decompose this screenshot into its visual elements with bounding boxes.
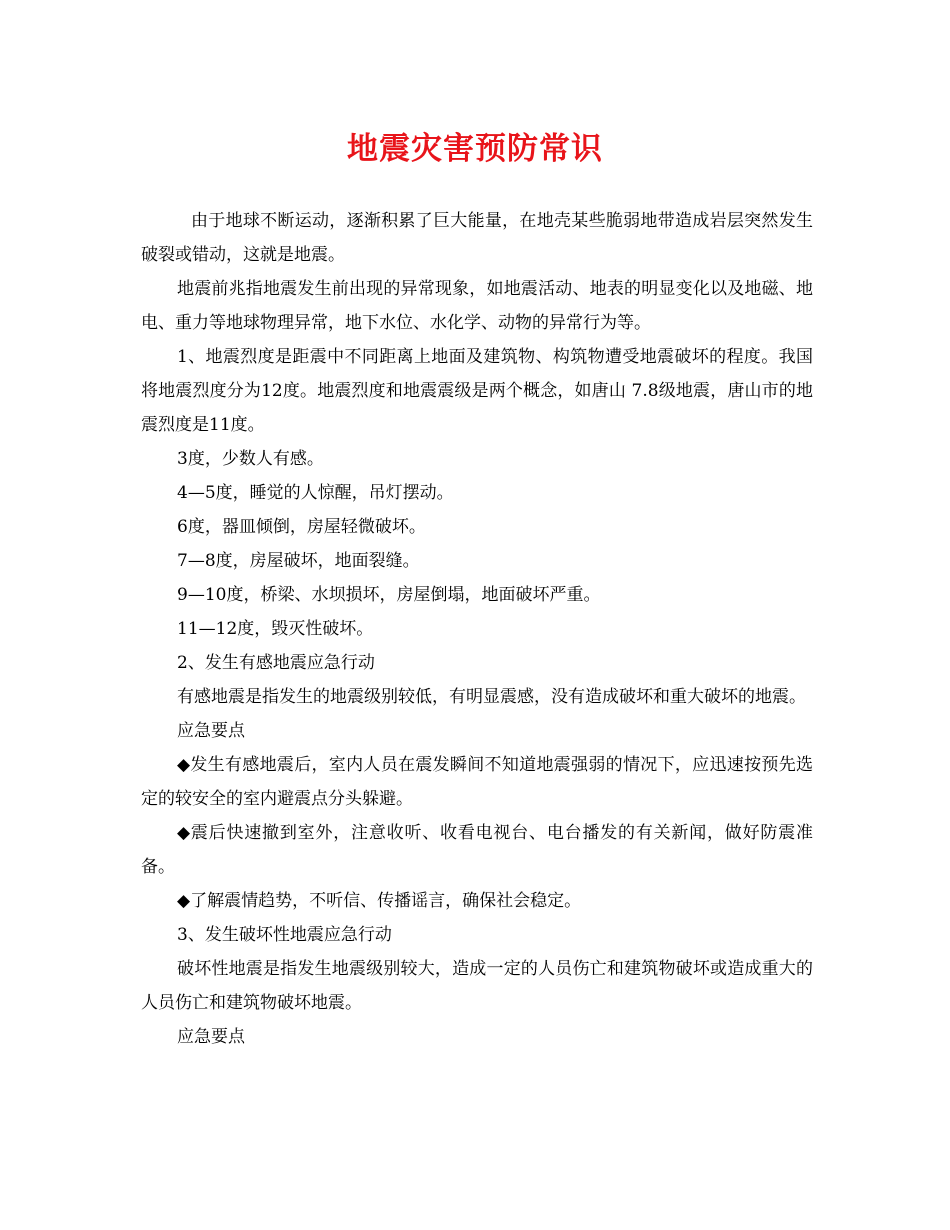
intensity-level-item: 11—12度，毁灭性破坏。 bbox=[177, 619, 374, 639]
paragraph-intro: 由于地球不断运动，逐渐积累了巨大能量，在地壳某些脆弱地带造成岩层突然发生破裂或错动，这就是地震。 bbox=[141, 211, 813, 265]
paragraph-intensity: 1、地震烈度是距震中不同距离上地面及建筑物、构筑物遭受地震破坏的程度。我国将地震烈度分为12度。地震烈度和地震震级是两个概念，如唐山 7.8级地震，唐山市的地震烈度是11度。 bbox=[141, 347, 813, 435]
section-heading: 2、发生有感地震应急行动 bbox=[177, 653, 375, 673]
intensity-level-item: 9—10度，桥梁、水坝损坏，房屋倒塌，地面破坏严重。 bbox=[177, 585, 601, 605]
document-body bbox=[141, 204, 813, 1054]
paragraph-precursors: 地震前兆指地震发生前出现的异常现象，如地震活动、地表的明显变化以及地磁、地电、重力等地球物理异常，地下水位、水化学、动物的异常行为等。 bbox=[141, 279, 813, 333]
paragraph-felt-quake: 有感地震是指发生的地震级别较低，有明显震感，没有造成破坏和重大破坏的地震。 bbox=[177, 687, 806, 707]
bullet-item: ◆了解震情趋势，不听信、传播谣言，确保社会稳定。 bbox=[177, 891, 582, 911]
intensity-level-item: 3度，少数人有感。 bbox=[177, 449, 324, 469]
subheading-key-points: 应急要点 bbox=[177, 721, 245, 741]
paragraph-destructive-quake: 破坏性地震是指发生地震级别较大，造成一定的人员伤亡和建筑物破坏或造成重大的人员伤亡和建筑物破坏地震。 bbox=[141, 959, 813, 1013]
intensity-level-item: 7—8度，房屋破坏，地面裂缝。 bbox=[177, 551, 420, 571]
subheading-key-points: 应急要点 bbox=[177, 1027, 245, 1047]
intensity-level-item: 6度，器皿倾倒，房屋轻微破坏。 bbox=[177, 517, 426, 537]
intensity-level-item: 4—5度，睡觉的人惊醒，吊灯摆动。 bbox=[177, 483, 454, 503]
section-heading: 3、发生破坏性地震应急行动 bbox=[177, 925, 392, 945]
bullet-item: ◆震后快速撤到室外，注意收听、收看电视台、电台播发的有关新闻，做好防震准备。 bbox=[141, 823, 813, 877]
bullet-item: ◆发生有感地震后，室内人员在震发瞬间不知道地震强弱的情况下，应迅速按预先选定的较安全的室内避震点分头躲避。 bbox=[141, 755, 813, 809]
page-title: 地震灾害预防常识 bbox=[347, 131, 603, 167]
